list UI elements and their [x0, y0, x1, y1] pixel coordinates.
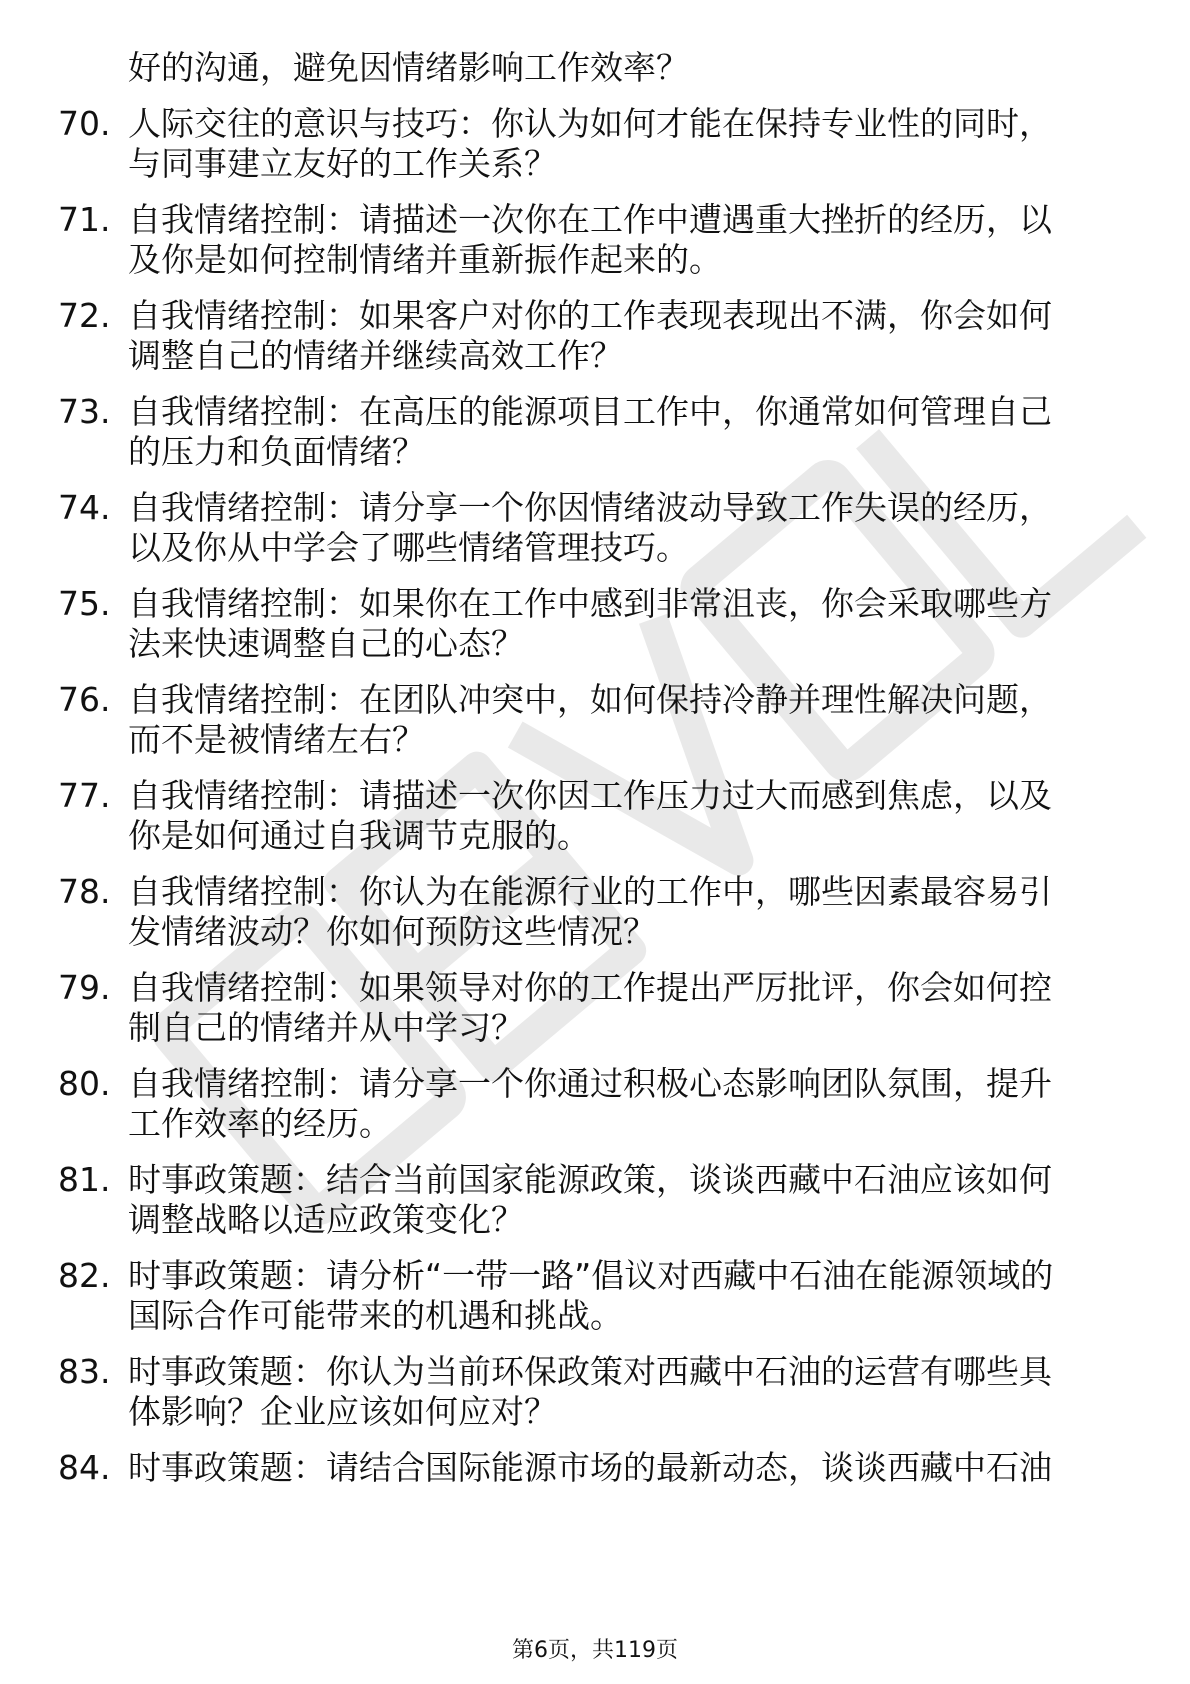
question-number: 79. — [58, 968, 111, 1007]
question-text-line: 自我情绪控制：如果你在工作中感到非常沮丧，你会采取哪些方 — [128, 584, 1052, 623]
question-text-line: 时事政策题：你认为当前环保政策对西藏中石油的运营有哪些具 — [128, 1352, 1052, 1391]
question-text-line: 时事政策题：请结合国际能源市场的最新动态，谈谈西藏中石油 — [128, 1448, 1052, 1487]
question-text-line: 而不是被情绪左右？ — [128, 720, 425, 759]
question-text-line: 的压力和负面情绪？ — [128, 432, 425, 471]
question-text-line: 你是如何通过自我调节克服的。 — [128, 816, 590, 855]
question-number: 72. — [58, 296, 111, 335]
question-text-line: 人际交往的意识与技巧：你认为如何才能在保持专业性的同时， — [128, 104, 1052, 143]
question-number: 76. — [58, 680, 111, 719]
question-number: 71. — [58, 200, 111, 239]
question-number: 70. — [58, 104, 111, 143]
question-text-line: 自我情绪控制：在高压的能源项目工作中，你通常如何管理自己 — [128, 392, 1052, 431]
question-text-line: 法来快速调整自己的心态？ — [128, 624, 524, 663]
question-number: 78. — [58, 872, 111, 911]
question-number: 80. — [58, 1064, 111, 1103]
question-text-line: 自我情绪控制：请分享一个你因情绪波动导致工作失误的经历， — [128, 488, 1052, 527]
question-text-line: 国际合作可能带来的机遇和挑战。 — [128, 1296, 623, 1335]
question-text-line: 自我情绪控制：请描述一次你在工作中遭遇重大挫折的经历，以 — [128, 200, 1052, 239]
question-text-line: 以及你从中学会了哪些情绪管理技巧。 — [128, 528, 689, 567]
question-number: 75. — [58, 584, 111, 623]
question-text-line: 调整战略以适应政策变化？ — [128, 1200, 524, 1239]
question-text-line: 与同事建立友好的工作关系？ — [128, 144, 557, 183]
question-text-line: 自我情绪控制：如果领导对你的工作提出严厉批评，你会如何控 — [128, 968, 1052, 1007]
question-text-line: 自我情绪控制：在团队冲突中，如何保持冷静并理性解决问题， — [128, 680, 1052, 719]
question-number: 73. — [58, 392, 111, 431]
question-text-line: 及你是如何控制情绪并重新振作起来的。 — [128, 240, 722, 279]
question-number: 81. — [58, 1160, 111, 1199]
question-text-line: 时事政策题：结合当前国家能源政策，谈谈西藏中石油应该如何 — [128, 1160, 1052, 1199]
question-text-line: 自我情绪控制：如果客户对你的工作表现表现出不满，你会如何 — [128, 296, 1052, 335]
question-number: 83. — [58, 1352, 111, 1391]
question-number: 77. — [58, 776, 111, 815]
question-text-line: 调整自己的情绪并继续高效工作？ — [128, 336, 623, 375]
question-text-line: 体影响？企业应该如何应对？ — [128, 1392, 557, 1431]
question-text-line: 自我情绪控制：请分享一个你通过积极心态影响团队氛围，提升 — [128, 1064, 1052, 1103]
question-text-line: 自我情绪控制：你认为在能源行业的工作中，哪些因素最容易引 — [128, 872, 1052, 911]
question-number: 82. — [58, 1256, 111, 1295]
question-text-line: 自我情绪控制：请描述一次你因工作压力过大而感到焦虑，以及 — [128, 776, 1052, 815]
question-text-line: 制自己的情绪并从中学习？ — [128, 1008, 524, 1047]
question-text-line: 时事政策题：请分析“一带一路”倡议对西藏中石油在能源领域的 — [128, 1256, 1054, 1295]
continuation-text: 好的沟通，避免因情绪影响工作效率？ — [128, 48, 689, 87]
page-footer: 第6页，共119页 — [512, 1638, 678, 1663]
question-text-line: 发情绪波动？你如何预防这些情况？ — [128, 912, 656, 951]
question-number: 84. — [58, 1448, 111, 1487]
question-text-line: 工作效率的经历。 — [128, 1104, 392, 1143]
question-number: 74. — [58, 488, 111, 527]
